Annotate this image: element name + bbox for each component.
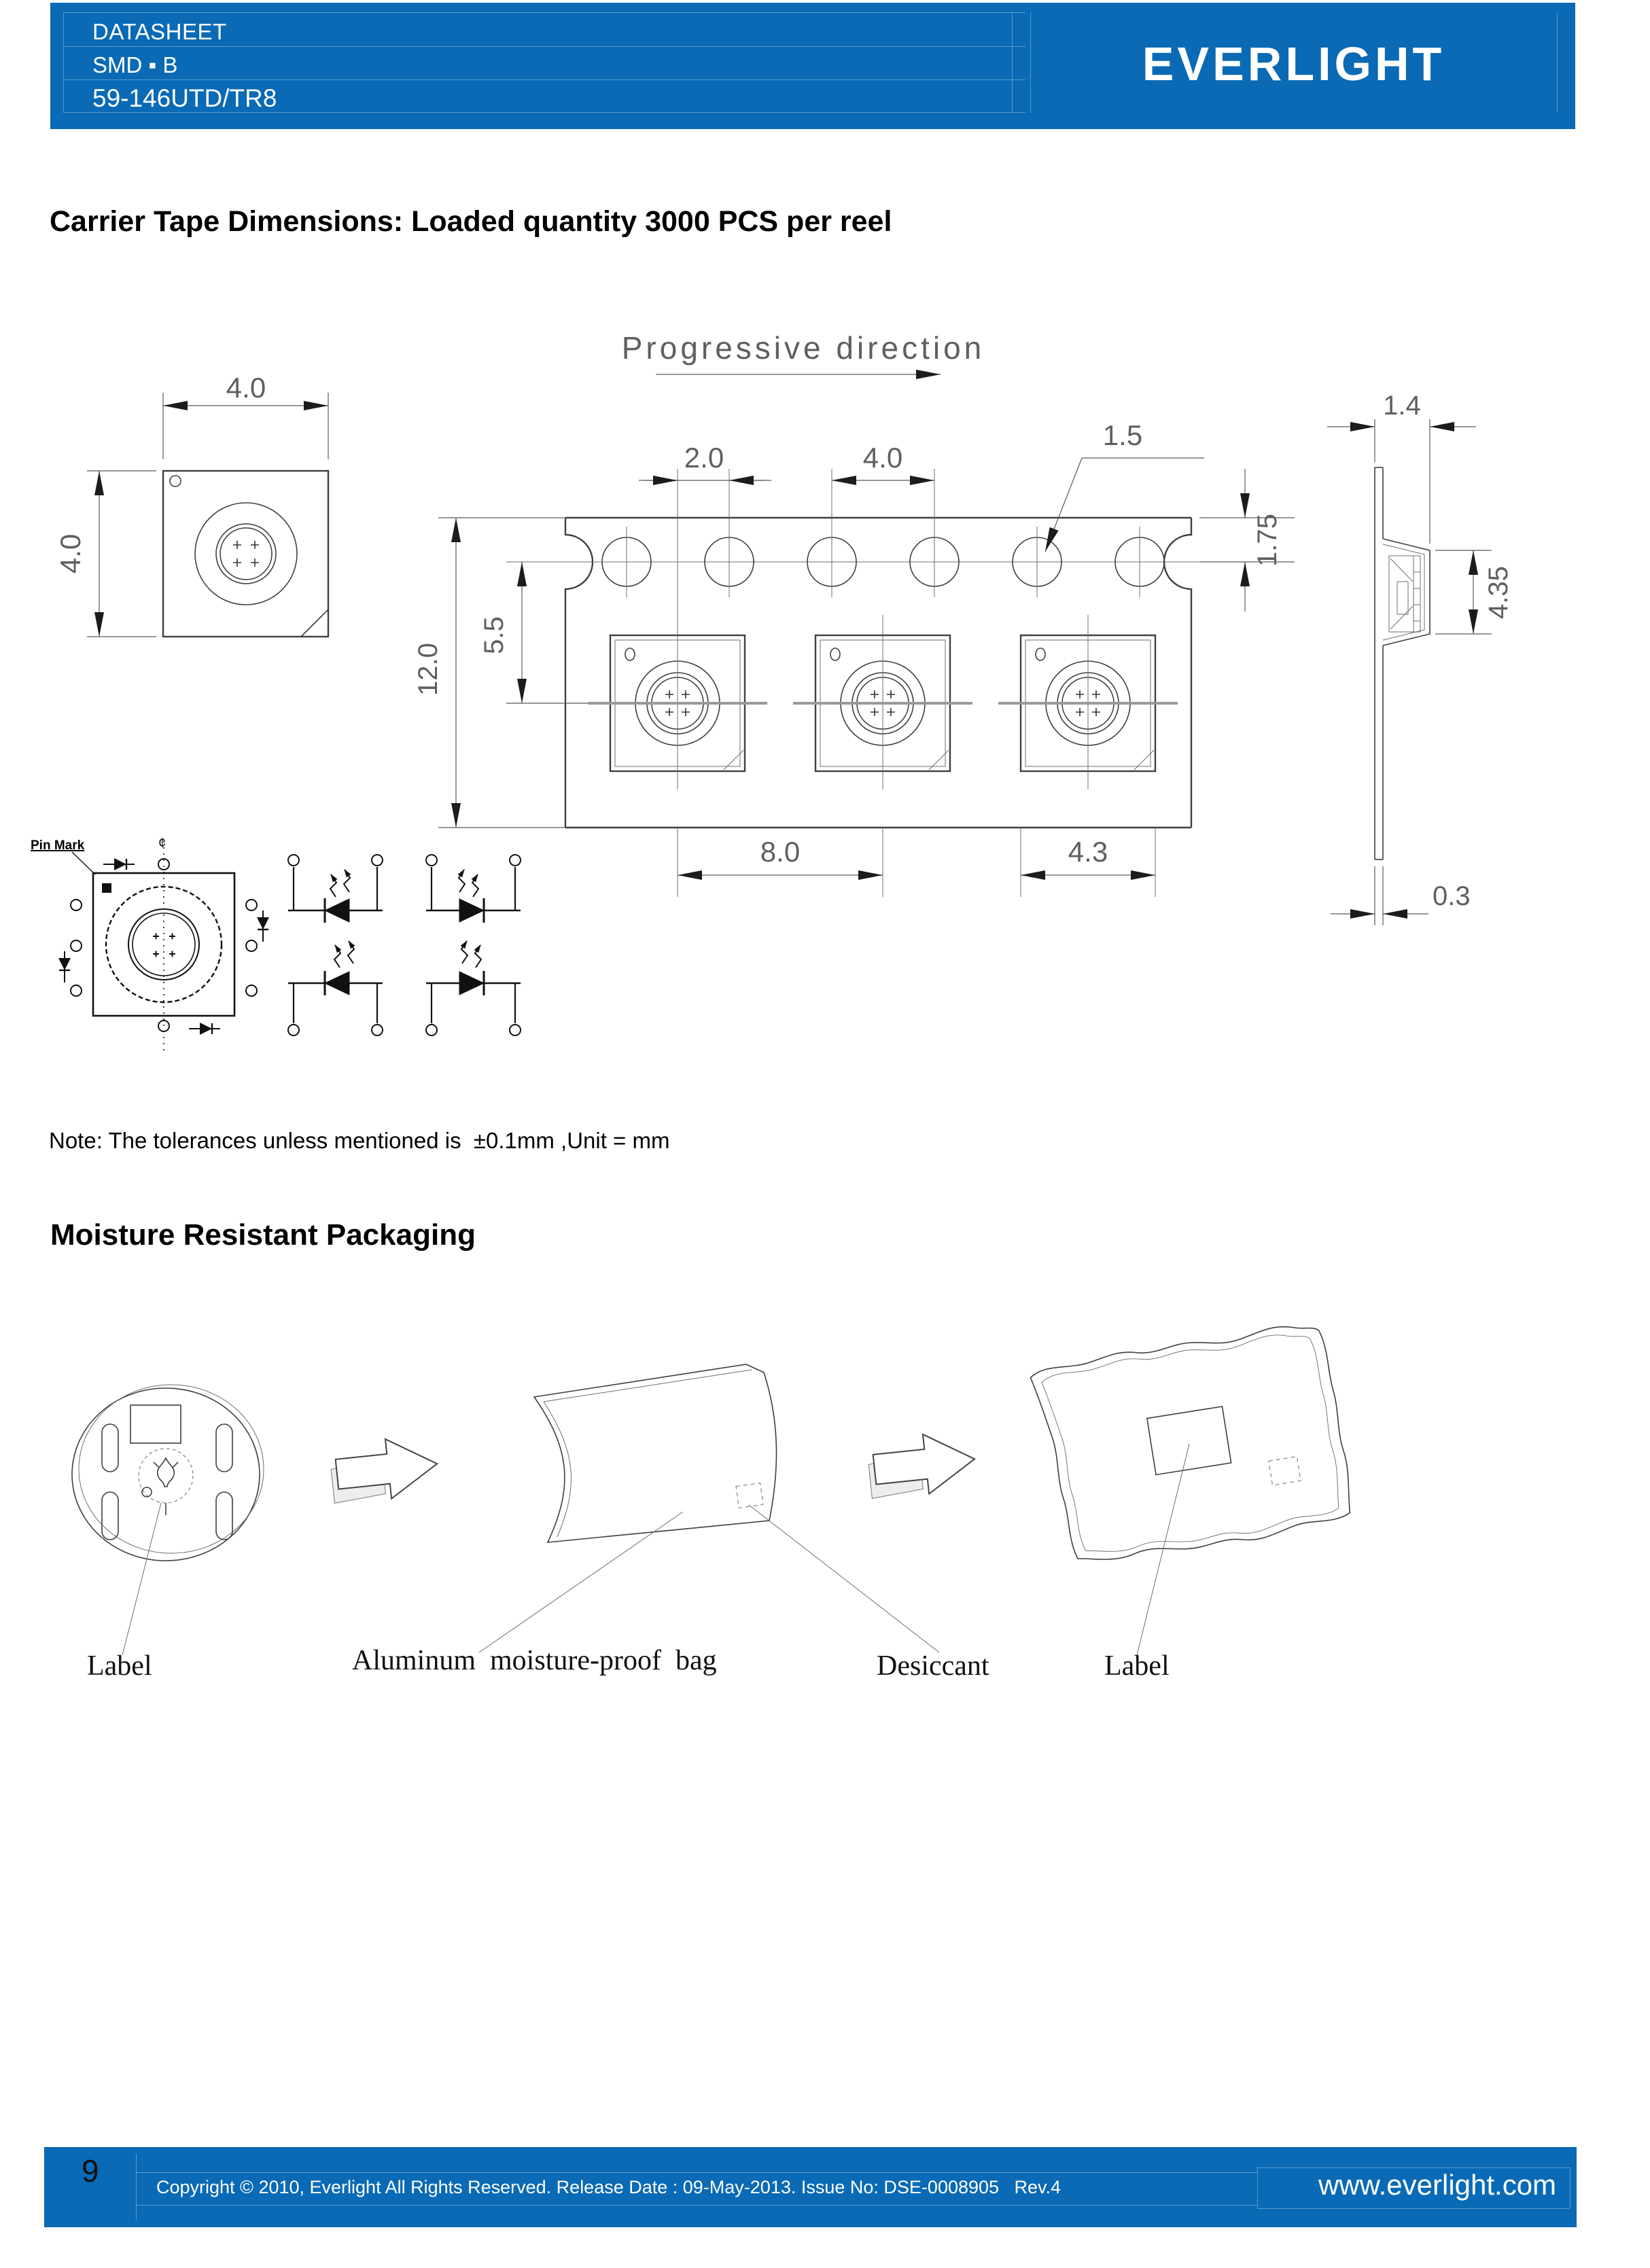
flow-arrow-icon	[328, 1434, 440, 1505]
dim-edge-to-hole	[1199, 469, 1295, 612]
bag-leader-line	[479, 1512, 683, 1652]
polarity-diode-icon	[189, 1023, 220, 1035]
led-schematics	[288, 855, 521, 1035]
header-divider	[64, 79, 1025, 80]
svg-text:5.5: 5.5	[479, 616, 509, 654]
dim-hole-diameter	[1045, 419, 1204, 552]
reel-label	[130, 1405, 181, 1443]
dim-tape-width	[413, 518, 565, 828]
svg-text:¢: ¢	[158, 836, 166, 851]
website-link[interactable]: www.everlight.com	[1318, 2169, 1557, 2201]
header-divider	[1012, 12, 1013, 113]
desiccant-mark	[736, 1483, 763, 1508]
progressive-direction-arrow	[622, 330, 985, 374]
page-number: 9	[82, 2153, 99, 2189]
packaging-label-bag: Aluminum moisture-proof bag	[352, 1645, 717, 1676]
header-divider	[64, 46, 1025, 47]
led-schematic	[288, 855, 383, 923]
dim-pocket-length	[1021, 836, 1155, 875]
flow-arrow-icon	[866, 1430, 977, 1500]
bag-label	[1147, 1406, 1231, 1474]
product-category: SMD ▪ B	[92, 52, 178, 77]
dim-pocket-pitch	[678, 836, 883, 875]
dim-pocket-offset	[639, 442, 771, 530]
svg-text:1.75: 1.75	[1252, 514, 1282, 567]
svg-text:4.3: 4.3	[1068, 836, 1108, 868]
tolerance-note: Note: The tolerances unless mentioned is ±0.1mm ,Unit = mm	[49, 1128, 670, 1153]
packaging-label-desiccant: Desiccant	[877, 1650, 989, 1682]
svg-text:0.3: 0.3	[1433, 881, 1471, 911]
packaging-label-reel: Label	[87, 1650, 152, 1682]
dim-pkg-height: 4.0	[54, 533, 86, 574]
packaging-diagram	[0, 1325, 1650, 1705]
progressive-direction-label: Progressive direction	[621, 330, 985, 366]
svg-text:2.0: 2.0	[684, 442, 724, 474]
tape-pockets	[588, 476, 1178, 897]
svg-text:8.0: 8.0	[760, 836, 801, 868]
header-divider	[63, 12, 64, 113]
svg-text:12.0: 12.0	[413, 643, 443, 696]
part-number: 59-146UTD/TR8	[92, 84, 277, 112]
tape-side-profile	[1327, 391, 1513, 925]
svg-text:1.4: 1.4	[1383, 391, 1421, 421]
packaging-label-bag-label: Label	[1104, 1650, 1170, 1682]
footer-divider	[1257, 2167, 1570, 2168]
led-schematic	[426, 941, 521, 1035]
header-divider	[64, 12, 1025, 13]
sealed-bag	[1029, 1325, 1356, 1658]
footer-divider	[136, 2154, 137, 2220]
svg-text:1.5: 1.5	[1102, 419, 1143, 451]
header-banner	[50, 3, 1575, 129]
header-divider	[1557, 12, 1558, 113]
footer-divider	[1257, 2167, 1258, 2208]
dim-pkg-width: 4.0	[226, 372, 266, 404]
dim-hole-to-pocket	[479, 562, 588, 703]
polarity-diode-icon	[257, 910, 269, 942]
packaging-title: Moisture Resistant Packaging	[50, 1218, 476, 1252]
pin-mark-label: Pin Mark	[31, 838, 85, 853]
polarity-diode-icon	[103, 858, 135, 870]
pin-diagram	[31, 836, 269, 1055]
desiccant-leader-line	[749, 1505, 939, 1652]
label-leader-line	[122, 1503, 161, 1655]
led-schematic	[288, 941, 383, 1035]
svg-text:4.35: 4.35	[1484, 566, 1513, 619]
carrier-tape-title: Carrier Tape Dimensions: Loaded quantity 3000 PCS per reel	[50, 205, 892, 238]
footer-divider	[136, 2172, 1257, 2173]
copyright-text: Copyright © 2010, Everlight All Rights Reserved. Release Date : 09-May-2013. Issue No: DSE-0008905 Rev.4	[156, 2177, 1061, 2197]
desiccant-mark	[1269, 1457, 1301, 1485]
polarity-diode-icon	[58, 951, 71, 982]
everlight-logo: EVERLIGHT	[1142, 37, 1445, 90]
package-top-view	[54, 372, 328, 637]
dim-hole-pitch	[832, 442, 934, 530]
tape-reel	[72, 1385, 264, 1655]
doc-type: DATASHEET	[92, 19, 227, 44]
footer-divider	[1257, 2208, 1570, 2209]
carrier-tape-drawing	[0, 292, 1650, 1101]
footer-banner	[44, 2147, 1577, 2227]
svg-text:4.0: 4.0	[862, 442, 903, 474]
aluminum-bag	[479, 1364, 939, 1652]
led-schematic	[426, 855, 521, 923]
